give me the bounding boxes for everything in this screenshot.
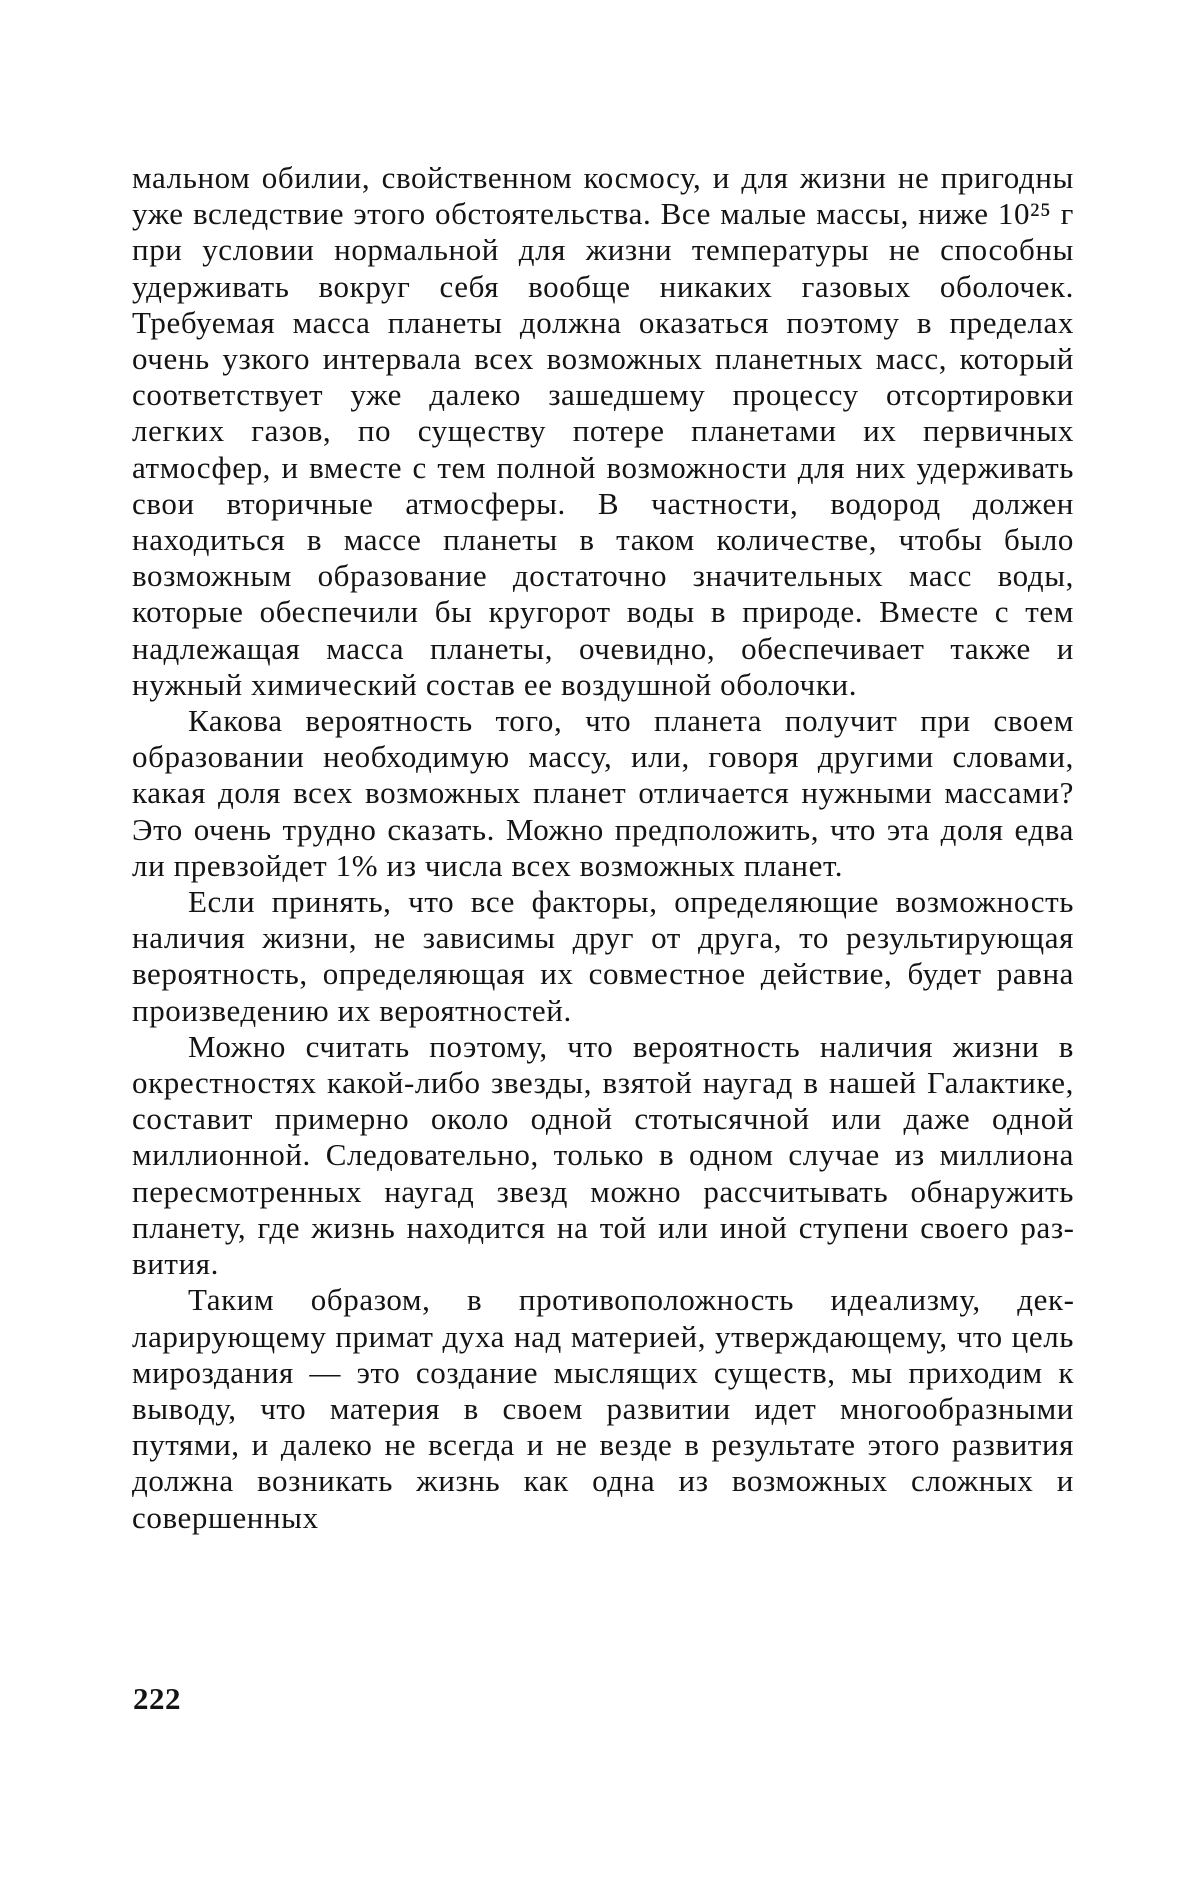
body-text: [132, 160, 1074, 1536]
page-number: 222: [133, 1681, 181, 1716]
paragraph: Какова вероятность того, что планета получит при своем образовании необходимую массу, или, говоря другими словами, какая доля всех возможных планет отличается нужными массами? Это очень трудно сказать. Можно предположить, что эта доля едва ли превзойдет 1% из числа всех возможных планет.: [132, 703, 1074, 883]
paragraph: Если принять, что все факторы, определяющие возможность наличия жизни, не зависимы друг от друга, то результирующая вероятность, определяющая их совместное действие, будет равна произведению их вероятностей.: [132, 884, 1074, 1028]
paragraph: Можно считать поэтому, что вероятность наличия жизни в окрестностях какой-либо звезды, взятой наугад в нашей Галактике, составит примерно около одной стотысячной или даже одной миллионной. Следовательно, только в одном случае из миллиона пересмотренных наугад звезд можно рассчитывать обнаружить планету, где жизнь находится на той или иной ступени своего развития.: [132, 1028, 1074, 1282]
paragraph: мальном обилии, свойственном космосу, и для жизни не пригодны уже вследствие этого обстоятельства. Все малые массы, ниже 10²⁵ г при условии нормальной для жизни температуры не способны удерживать вокруг себя вообще никаких газовых оболочек. Требуемая масса планеты должна оказаться поэтому в пределах очень узкого интервала всех возможных планетных масс, который соответствует уже далеко зашедшему процессу отсортировки легких газов, по существу потере планетами их первичных атмосфер, и вместе с тем полной возможности для них удерживать свои вторичные атмосферы. В частности, водород должен находиться в массе планеты в таком количестве, чтобы было возможным образование достаточно значительных масс воды, которые обеспечили бы кругорот воды в природе. Вместе с тем надлежащая масса планеты, очевидно, обеспечивает также и нужный химический состав ее воздушной оболочки.: [132, 160, 1074, 702]
paragraph: Таким образом, в противоположность идеализму, декларирующему примат духа над материей, утверждающему, что цель мироздания — это создание мыслящих существ, мы приходим к выводу, что материя в своем развитии идет многообразными путями, и далеко не всегда и не везде в результате этого развития должна возникать жизнь как одна из возможных сложных и совершенных: [132, 1282, 1074, 1535]
